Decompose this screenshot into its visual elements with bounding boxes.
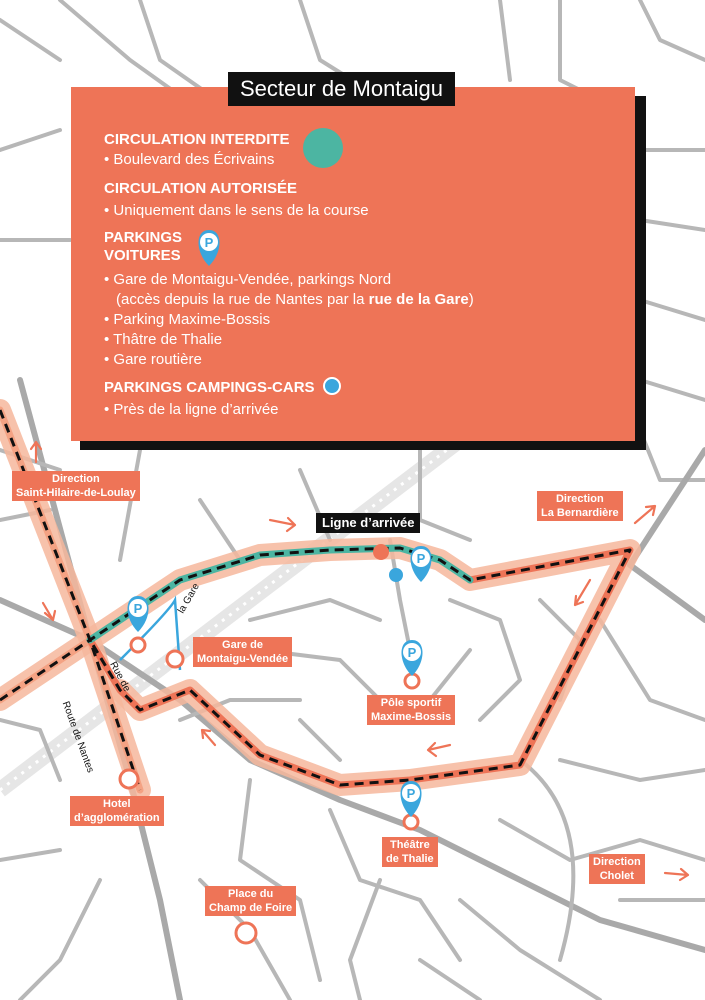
parking-pin-icon (402, 640, 423, 676)
legend-item: • Parking Maxime-Bossis (104, 311, 271, 328)
label-line: d’agglomération (74, 812, 160, 824)
svg-text:P: P (407, 645, 417, 660)
label-line: Hotel (103, 798, 131, 810)
label-line: Direction (52, 473, 100, 485)
label-line: de Thalie (386, 853, 434, 865)
gare-poi-ring (167, 651, 183, 667)
label-line: Gare de (222, 639, 264, 651)
note-street: rue de la Gare (368, 291, 469, 308)
legend-item: • Thâtre de Thalie (104, 331, 223, 348)
panel-title: Secteur de Montaigu (228, 72, 455, 106)
la-gare-street-label: la Gare (176, 581, 202, 616)
pole-sportif-label (367, 695, 455, 725)
finish-line-label: Ligne d’arrivée (316, 513, 420, 533)
gare-label (193, 637, 292, 667)
parking-pin-icon (401, 781, 422, 817)
label-line: Cholet (599, 870, 634, 882)
label-line: Place du (227, 888, 274, 900)
svg-text:P: P (133, 601, 143, 616)
direction-bernardiere-label (537, 491, 623, 521)
note-text: (accès depuis la rue de Nantes par la (116, 291, 365, 308)
gare-parking-ring (131, 638, 145, 652)
hotel-poi-ring (120, 770, 138, 788)
label-line: Saint-Hilaire-de-Loulay (16, 487, 136, 499)
parking-pin-icon (193, 228, 225, 268)
hotel-label (70, 796, 164, 826)
legend-item: • Gare de Montaigu-Vendée, parkings Nord (104, 271, 392, 288)
place-champ-de-foire-label (205, 886, 296, 916)
pole-poi-ring (405, 674, 419, 688)
label-line: Direction (593, 856, 641, 868)
label-line: Direction (555, 493, 604, 505)
theatre-poi-ring (404, 815, 418, 829)
svg-text:P: P (204, 235, 214, 250)
label-line: Théâtre (389, 839, 430, 851)
parking-pin-icon (411, 546, 432, 582)
svg-text:P: P (406, 786, 416, 801)
legend-heading-campervans: PARKINGS CAMPINGS-CARS (104, 379, 315, 396)
legend-heading-allowed: CIRCULATION AUTORISÉE (104, 180, 298, 197)
campervan-dot-icon (389, 568, 403, 582)
parking-pin-icon (128, 596, 149, 632)
label-line: Pôle sportif (380, 697, 442, 709)
legend-heading-parkings-line2: VOITURES (104, 247, 181, 264)
place-poi-ring (236, 923, 256, 943)
label-line: Montaigu-Vendée (197, 653, 289, 665)
route-de-nantes-street-label: Route de Nantes (59, 700, 96, 775)
legend-item-note (116, 290, 474, 310)
legend-item: • Boulevard des Écrivains (104, 151, 275, 168)
legend-item: • Gare routière (104, 351, 202, 368)
svg-text:P: P (416, 551, 426, 566)
label-line: La Bernardière (541, 507, 619, 519)
note-close: ) (468, 291, 474, 308)
legend-heading-forbidden: CIRCULATION INTERDITE (104, 131, 290, 148)
label-line: Champ de Foire (209, 902, 293, 914)
legend-heading-parkings-line1: PARKINGS (104, 229, 183, 246)
rue-de-street-label: Rue de (107, 660, 133, 694)
campervan-dot-icon (323, 377, 341, 395)
finish-point (373, 544, 389, 560)
forbidden-traffic-circle-icon (303, 128, 343, 168)
legend-item: • Près de la ligne d’arrivée (104, 401, 279, 418)
direction-saint-hilaire-label (12, 471, 140, 501)
legend-item: • Uniquement dans le sens de la course (104, 202, 369, 219)
theatre-label (382, 837, 438, 867)
label-line: Maxime-Bossis (371, 711, 452, 723)
direction-cholet-label (589, 854, 645, 884)
